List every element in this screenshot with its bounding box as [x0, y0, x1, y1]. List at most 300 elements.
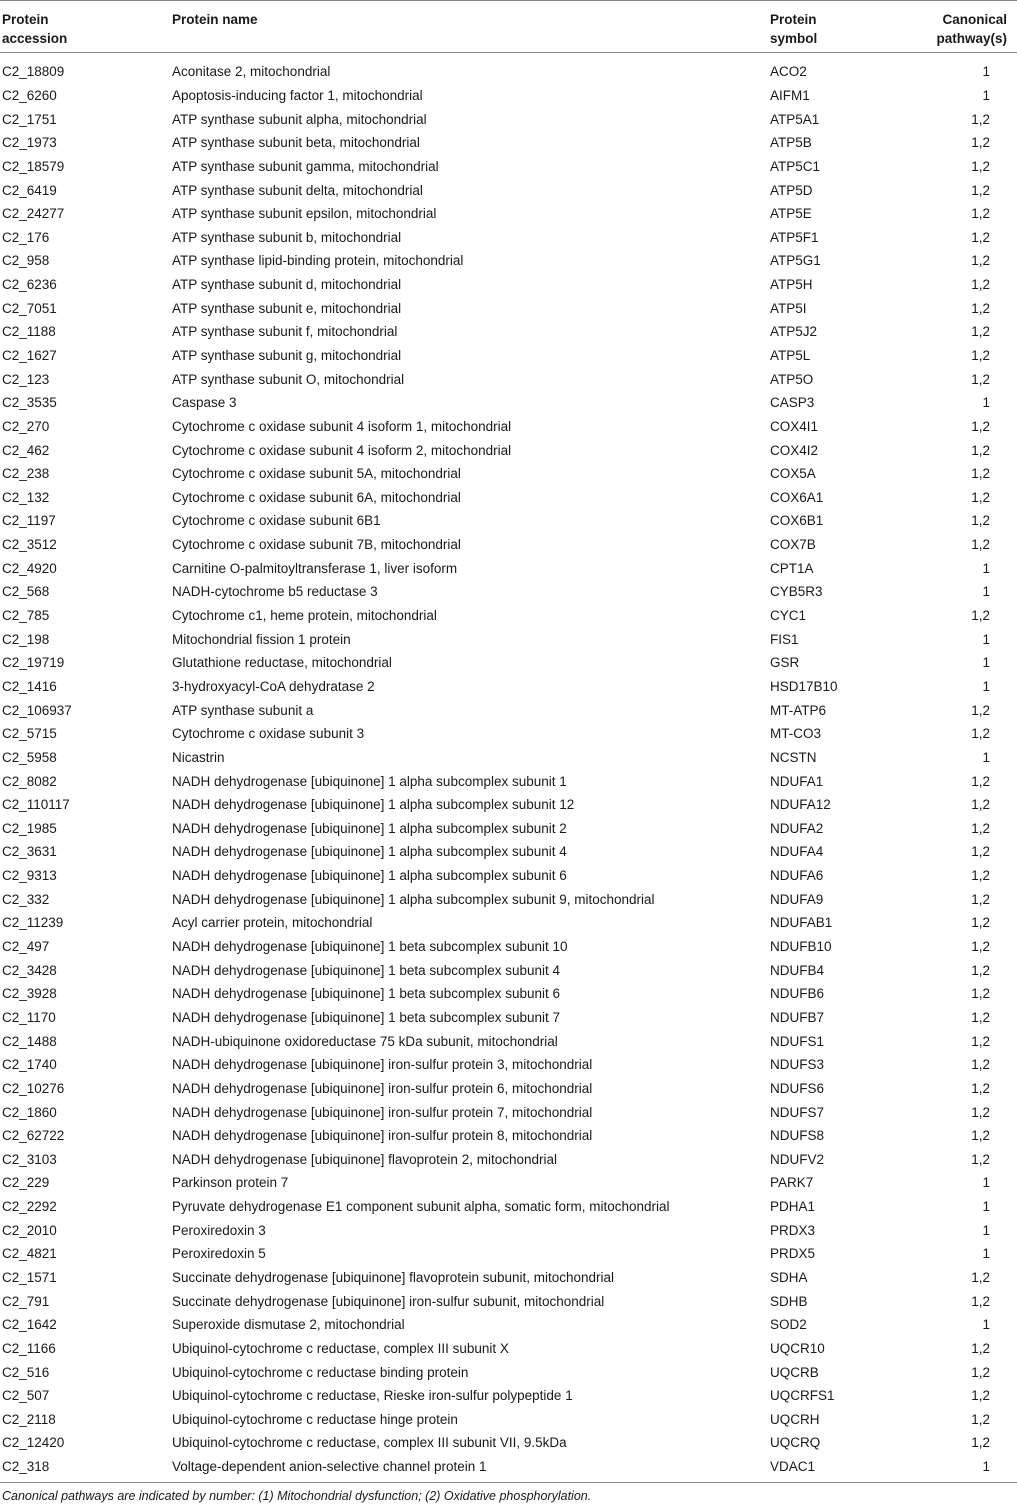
name-cell: Ubiquinol-cytochrome c reductase, complex III subunit X	[172, 1340, 509, 1356]
pathway-cell: 1	[982, 1246, 990, 1262]
pathway-cell: 1,2	[971, 1009, 990, 1025]
accession-cell: C2_3928	[2, 986, 57, 1002]
name-cell: Cytochrome c oxidase subunit 7B, mitochondrial	[172, 537, 461, 553]
pathway-cell: 1	[982, 1199, 990, 1215]
symbol-cell: GSR	[770, 655, 800, 671]
symbol-cell: UQCR10	[770, 1340, 825, 1356]
table-row	[0, 1077, 1017, 1101]
symbol-cell: NDUFA12	[770, 797, 831, 813]
table-row	[0, 509, 1017, 533]
name-cell: NADH-ubiquinone oxidoreductase 75 kDa subunit, mitochondrial	[172, 1033, 558, 1049]
symbol-cell: PDHA1	[770, 1199, 816, 1215]
pathway-cell: 1,2	[971, 1057, 990, 1073]
pathway-cell: 1,2	[971, 371, 990, 387]
accession-cell: C2_18579	[2, 158, 65, 174]
pathway-cell: 1	[982, 678, 990, 694]
name-cell: ATP synthase subunit epsilon, mitochondrial	[172, 206, 437, 222]
table-row	[0, 604, 1017, 628]
accession-cell: C2_568	[2, 584, 50, 600]
symbol-cell: NDUFS1	[770, 1033, 825, 1049]
accession-cell: C2_132	[2, 489, 50, 505]
header-symbol-line2: symbol	[770, 31, 818, 46]
symbol-cell: PARK7	[770, 1175, 814, 1191]
accession-cell: C2_791	[2, 1293, 50, 1309]
name-cell: Acyl carrier protein, mitochondrial	[172, 915, 373, 931]
symbol-cell: UQCRFS1	[770, 1388, 835, 1404]
symbol-cell: MT-ATP6	[770, 702, 827, 718]
symbol-cell: ATP5A1	[770, 111, 820, 127]
name-cell: Aconitase 2, mitochondrial	[172, 64, 331, 80]
symbol-cell: CPT1A	[770, 560, 814, 576]
pathway-cell: 1,2	[971, 1033, 990, 1049]
table-row	[0, 1408, 1017, 1432]
symbol-cell: SDHA	[770, 1269, 808, 1285]
name-cell: NADH dehydrogenase [ubiquinone] 1 alpha subcomplex subunit 12	[172, 797, 575, 813]
symbol-cell: NDUFAB1	[770, 915, 833, 931]
table-row	[0, 982, 1017, 1006]
name-cell: ATP synthase subunit O, mitochondrial	[172, 371, 405, 387]
accession-cell: C2_1166	[2, 1340, 56, 1356]
table-row	[0, 1053, 1017, 1077]
pathway-cell: 1,2	[971, 418, 990, 434]
pathway-cell: 1	[982, 395, 990, 411]
name-cell: ATP synthase subunit f, mitochondrial	[172, 324, 398, 340]
pathway-cell: 1,2	[971, 891, 990, 907]
symbol-cell: UQCRB	[770, 1364, 819, 1380]
table-row	[0, 249, 1017, 273]
accession-cell: C2_5958	[2, 749, 57, 765]
pathway-cell: 1,2	[971, 489, 990, 505]
pathway-cell: 1	[982, 1459, 990, 1475]
header-symbol-line1: Protein	[770, 12, 817, 27]
name-cell: Carnitine O-palmitoyltransferase 1, liver isoform	[172, 560, 458, 576]
table-row	[0, 202, 1017, 226]
table-row	[0, 817, 1017, 841]
accession-cell: C2_2292	[2, 1199, 57, 1215]
name-cell: NADH dehydrogenase [ubiquinone] 1 alpha subcomplex subunit 1	[172, 773, 567, 789]
accession-cell: C2_110117	[2, 797, 70, 813]
pathway-cell: 1,2	[971, 1411, 990, 1427]
name-cell: Cytochrome c oxidase subunit 3	[172, 726, 365, 742]
name-cell: Ubiquinol-cytochrome c reductase, complex III subunit VII, 9.5kDa	[172, 1435, 567, 1451]
name-cell: ATP synthase subunit delta, mitochondrial	[172, 182, 423, 198]
accession-cell: C2_332	[2, 891, 50, 907]
pathway-cell: 1,2	[971, 300, 990, 316]
symbol-cell: ATP5H	[770, 277, 813, 293]
symbol-cell: AIFM1	[770, 87, 810, 103]
symbol-cell: COX6B1	[770, 513, 824, 529]
pathway-cell: 1	[982, 1175, 990, 1191]
accession-cell: C2_4821	[2, 1246, 57, 1262]
header-accession	[0, 10, 172, 48]
pathway-cell: 1,2	[971, 111, 990, 127]
table-row	[0, 1337, 1017, 1361]
name-cell: Ubiquinol-cytochrome c reductase, Rieske iron-sulfur polypeptide 1	[172, 1388, 573, 1404]
table-row	[0, 722, 1017, 746]
symbol-cell: NDUFB4	[770, 962, 825, 978]
accession-cell: C2_3512	[2, 537, 57, 553]
table-row	[0, 769, 1017, 793]
symbol-cell: CASP3	[770, 395, 815, 411]
symbol-cell: ATP5F1	[770, 229, 819, 245]
header-accession-line2: accession	[2, 31, 68, 46]
accession-cell: C2_1416	[2, 678, 57, 694]
pathway-cell: 1,2	[971, 773, 990, 789]
table-row	[0, 651, 1017, 675]
table-row	[0, 273, 1017, 297]
pathway-cell: 1,2	[971, 608, 990, 624]
header-pathway	[910, 10, 1015, 48]
table-row	[0, 840, 1017, 864]
accession-cell: C2_958	[2, 253, 50, 269]
header-symbol	[770, 10, 910, 48]
table-row	[0, 1242, 1017, 1266]
accession-cell: C2_198	[2, 631, 50, 647]
table-row	[0, 344, 1017, 368]
header-pathway-line2: pathway(s)	[936, 31, 1007, 46]
symbol-cell: PRDX5	[770, 1246, 816, 1262]
name-cell: NADH-cytochrome b5 reductase 3	[172, 584, 378, 600]
accession-cell: C2_229	[2, 1175, 50, 1191]
symbol-cell: NDUFV2	[770, 1151, 825, 1167]
pathway-cell: 1,2	[971, 253, 990, 269]
pathway-cell: 1,2	[971, 206, 990, 222]
name-cell: NADH dehydrogenase [ubiquinone] 1 alpha subcomplex subunit 2	[172, 820, 567, 836]
symbol-cell: ATP5O	[770, 371, 814, 387]
table-row	[0, 1218, 1017, 1242]
symbol-cell: CYC1	[770, 608, 807, 624]
table-row	[0, 367, 1017, 391]
pathway-cell: 1,2	[971, 915, 990, 931]
pathway-cell: 1,2	[971, 1293, 990, 1309]
table-row	[0, 580, 1017, 604]
name-cell: Cytochrome c oxidase subunit 6B1	[172, 513, 381, 529]
accession-cell: C2_9313	[2, 868, 57, 884]
pathway-cell: 1,2	[971, 868, 990, 884]
symbol-cell: COX4I1	[770, 418, 819, 434]
table-row	[0, 935, 1017, 959]
accession-cell: C2_3535	[2, 395, 57, 411]
table-row	[0, 131, 1017, 155]
table-row	[0, 415, 1017, 439]
name-cell: ATP synthase subunit beta, mitochondrial	[172, 135, 420, 151]
name-cell: Cytochrome c oxidase subunit 4 isoform 1, mitochondrial	[172, 418, 512, 434]
name-cell: NADH dehydrogenase [ubiquinone] 1 alpha subcomplex subunit 9, mitochondrial	[172, 891, 655, 907]
table-row	[0, 1195, 1017, 1219]
symbol-cell: NDUFS6	[770, 1080, 825, 1096]
header-pathway-line1: Canonical	[942, 12, 1007, 27]
table-row	[0, 958, 1017, 982]
table-row	[0, 1147, 1017, 1171]
table-row	[0, 746, 1017, 770]
header-accession-line1: Protein	[2, 12, 49, 27]
symbol-cell: COX7B	[770, 537, 816, 553]
pathway-cell: 1,2	[971, 135, 990, 151]
name-cell: Cytochrome c oxidase subunit 5A, mitochondrial	[172, 466, 461, 482]
accession-cell: C2_507	[2, 1388, 50, 1404]
table-row	[0, 911, 1017, 935]
accession-cell: C2_1985	[2, 820, 57, 836]
symbol-cell: ATP5I	[770, 300, 807, 316]
accession-cell: C2_462	[2, 442, 50, 458]
pathway-cell: 1,2	[971, 1388, 990, 1404]
symbol-cell: NDUFA6	[770, 868, 824, 884]
accession-cell: C2_1488	[2, 1033, 57, 1049]
pathway-cell: 1,2	[971, 182, 990, 198]
symbol-cell: FIS1	[770, 631, 799, 647]
name-cell: ATP synthase subunit b, mitochondrial	[172, 229, 402, 245]
pathway-cell: 1,2	[971, 158, 990, 174]
accession-cell: C2_270	[2, 418, 50, 434]
name-cell: Parkinson protein 7	[172, 1175, 289, 1191]
accession-cell: C2_176	[2, 229, 50, 245]
accession-cell: C2_106937	[2, 702, 72, 718]
table-row	[0, 155, 1017, 179]
table-row	[0, 698, 1017, 722]
pathway-cell: 1	[982, 749, 990, 765]
table-row	[0, 887, 1017, 911]
name-cell: ATP synthase subunit e, mitochondrial	[172, 300, 402, 316]
table-row	[0, 1171, 1017, 1195]
pathway-cell: 1,2	[971, 962, 990, 978]
pathway-cell: 1,2	[971, 820, 990, 836]
accession-cell: C2_2010	[2, 1222, 57, 1238]
accession-cell: C2_3428	[2, 962, 57, 978]
accession-cell: C2_1188	[2, 324, 56, 340]
table-row	[0, 1313, 1017, 1337]
pathway-cell: 1,2	[971, 726, 990, 742]
accession-cell: C2_24277	[2, 206, 65, 222]
accession-cell: C2_516	[2, 1364, 50, 1380]
pathway-cell: 1,2	[971, 348, 990, 363]
pathway-cell: 1,2	[971, 1104, 990, 1120]
accession-cell: C2_1571	[2, 1269, 57, 1285]
table-row	[0, 296, 1017, 320]
symbol-cell: ATP5B	[770, 135, 812, 151]
footnote: Canonical pathways are indicated by number: (1) Mitochondrial dysfunction; (2) Oxidative phosphorylation.	[2, 1489, 592, 1504]
symbol-cell: ATP5D	[770, 182, 813, 198]
name-cell: NADH dehydrogenase [ubiquinone] flavoprotein 2, mitochondrial	[172, 1151, 557, 1167]
name-cell: NADH dehydrogenase [ubiquinone] 1 beta subcomplex subunit 4	[172, 962, 561, 978]
pathway-cell: 1	[982, 560, 990, 576]
name-cell: NADH dehydrogenase [ubiquinone] 1 beta subcomplex subunit 6	[172, 986, 561, 1002]
table-row	[0, 438, 1017, 462]
symbol-cell: ATP5G1	[770, 253, 821, 269]
table-row	[0, 1360, 1017, 1384]
accession-cell: C2_785	[2, 608, 50, 624]
symbol-cell: ACO2	[770, 64, 807, 80]
accession-cell: C2_497	[2, 939, 50, 955]
name-cell: NADH dehydrogenase [ubiquinone] iron-sulfur protein 7, mitochondrial	[172, 1104, 593, 1120]
table-row	[0, 864, 1017, 888]
symbol-cell: PRDX3	[770, 1222, 816, 1238]
name-cell: NADH dehydrogenase [ubiquinone] iron-sulfur protein 8, mitochondrial	[172, 1128, 593, 1144]
accession-cell: C2_6260	[2, 87, 57, 103]
pathway-cell: 1,2	[971, 229, 990, 245]
symbol-cell: NDUFB7	[770, 1009, 825, 1025]
pathway-cell: 1,2	[971, 277, 990, 293]
pathway-cell: 1,2	[971, 797, 990, 813]
table-row	[0, 1289, 1017, 1313]
symbol-cell: NDUFB6	[770, 986, 825, 1002]
accession-cell: C2_1627	[2, 348, 57, 363]
pathway-cell: 1	[982, 584, 990, 600]
name-cell: Caspase 3	[172, 395, 237, 411]
name-cell: Peroxiredoxin 3	[172, 1222, 266, 1238]
name-cell: NADH dehydrogenase [ubiquinone] 1 alpha subcomplex subunit 4	[172, 844, 567, 860]
table-row	[0, 320, 1017, 344]
symbol-cell: ATP5C1	[770, 158, 821, 174]
name-cell: Mitochondrial fission 1 protein	[172, 631, 351, 647]
pathway-cell: 1,2	[971, 986, 990, 1002]
pathway-cell: 1,2	[971, 324, 990, 340]
symbol-cell: VDAC1	[770, 1459, 816, 1475]
symbol-cell: NDUFB10	[770, 939, 832, 955]
pathway-cell: 1,2	[971, 1080, 990, 1096]
name-cell: Nicastrin	[172, 749, 225, 765]
pathway-cell: 1,2	[971, 513, 990, 529]
accession-cell: C2_1642	[2, 1317, 57, 1333]
accession-cell: C2_5715	[2, 726, 57, 742]
table-row	[0, 675, 1017, 699]
table-row	[0, 84, 1017, 108]
symbol-cell: SDHB	[770, 1293, 808, 1309]
name-cell: Ubiquinol-cytochrome c reductase binding protein	[172, 1364, 469, 1380]
pathway-cell: 1,2	[971, 1364, 990, 1380]
symbol-cell: ATP5L	[770, 348, 811, 363]
accession-cell: C2_3103	[2, 1151, 57, 1167]
pathway-cell: 1	[982, 655, 990, 671]
pathway-cell: 1	[982, 1317, 990, 1333]
accession-cell: C2_62722	[2, 1128, 65, 1144]
pathway-cell: 1,2	[971, 466, 990, 482]
name-cell: ATP synthase subunit gamma, mitochondrial	[172, 158, 439, 174]
pathway-cell: 1,2	[971, 939, 990, 955]
pathway-cell: 1	[982, 631, 990, 647]
pathway-cell: 1,2	[971, 1128, 990, 1144]
table-row	[0, 60, 1017, 84]
symbol-cell: ATP5E	[770, 206, 812, 222]
accession-cell: C2_1197	[2, 513, 56, 529]
table-row	[0, 1455, 1017, 1479]
accession-cell: C2_1740	[2, 1057, 57, 1073]
name-cell: Peroxiredoxin 5	[172, 1246, 266, 1262]
pathway-cell: 1	[982, 1222, 990, 1238]
name-cell: Voltage-dependent anion-selective channel protein 1	[172, 1459, 487, 1475]
table-row	[0, 627, 1017, 651]
pathway-cell: 1,2	[971, 1340, 990, 1356]
accession-cell: C2_1170	[2, 1009, 56, 1025]
table-body	[0, 53, 1017, 1483]
table-row	[0, 1384, 1017, 1408]
table-row	[0, 793, 1017, 817]
name-cell: ATP synthase subunit a	[172, 702, 314, 718]
table-row	[0, 1124, 1017, 1148]
accession-cell: C2_6419	[2, 182, 57, 198]
symbol-cell: COX4I2	[770, 442, 819, 458]
pathway-cell: 1	[982, 87, 990, 103]
accession-cell: C2_123	[2, 371, 50, 387]
name-cell: ATP synthase subunit g, mitochondrial	[172, 348, 402, 363]
accession-cell: C2_238	[2, 466, 50, 482]
symbol-cell: NDUFA4	[770, 844, 824, 860]
symbol-cell: COX5A	[770, 466, 816, 482]
symbol-cell: NDUFA9	[770, 891, 824, 907]
name-cell: 3-hydroxyacyl-CoA dehydratase 2	[172, 678, 375, 694]
table-row	[0, 1029, 1017, 1053]
table-row	[0, 533, 1017, 557]
symbol-cell: NCSTN	[770, 749, 817, 765]
table-row	[0, 178, 1017, 202]
symbol-cell: COX6A1	[770, 489, 824, 505]
pathway-cell: 1,2	[971, 1435, 990, 1451]
header-name: Protein name	[172, 12, 258, 27]
symbol-cell: NDUFA1	[770, 773, 824, 789]
accession-cell: C2_4920	[2, 560, 57, 576]
symbol-cell: MT-CO3	[770, 726, 822, 742]
symbol-cell: UQCRQ	[770, 1435, 821, 1451]
accession-cell: C2_19719	[2, 655, 65, 671]
symbol-cell: HSD17B10	[770, 678, 838, 694]
table-row	[0, 1006, 1017, 1030]
name-cell: ATP synthase subunit alpha, mitochondrial	[172, 111, 427, 127]
name-cell: ATP synthase subunit d, mitochondrial	[172, 277, 402, 293]
table-row	[0, 1266, 1017, 1290]
pathway-cell: 1,2	[971, 442, 990, 458]
accession-cell: C2_7051	[2, 300, 57, 316]
accession-cell: C2_12420	[2, 1435, 65, 1451]
accession-cell: C2_318	[2, 1459, 50, 1475]
accession-cell: C2_6236	[2, 277, 57, 293]
table-row	[0, 1431, 1017, 1455]
name-cell: Cytochrome c oxidase subunit 4 isoform 2, mitochondrial	[172, 442, 512, 458]
symbol-cell: NDUFS7	[770, 1104, 825, 1120]
symbol-cell: ATP5J2	[770, 324, 818, 340]
pathway-cell: 1	[982, 64, 990, 80]
accession-cell: C2_1751	[2, 111, 57, 127]
table-row	[0, 225, 1017, 249]
accession-cell: C2_10276	[2, 1080, 65, 1096]
name-cell: Cytochrome c oxidase subunit 6A, mitochondrial	[172, 489, 461, 505]
pathway-cell: 1,2	[971, 537, 990, 553]
name-cell: NADH dehydrogenase [ubiquinone] iron-sulfur protein 3, mitochondrial	[172, 1057, 593, 1073]
symbol-cell: NDUFS8	[770, 1128, 825, 1144]
accession-cell: C2_1973	[2, 135, 57, 151]
name-cell: Succinate dehydrogenase [ubiquinone] iron-sulfur subunit, mitochondrial	[172, 1293, 605, 1309]
accession-cell: C2_3631	[2, 844, 57, 860]
table-row	[0, 486, 1017, 510]
name-cell: Glutathione reductase, mitochondrial	[172, 655, 392, 671]
name-cell: NADH dehydrogenase [ubiquinone] 1 alpha subcomplex subunit 6	[172, 868, 567, 884]
table-row	[0, 556, 1017, 580]
symbol-cell: NDUFA2	[770, 820, 824, 836]
accession-cell: C2_18809	[2, 64, 65, 80]
accession-cell: C2_8082	[2, 773, 57, 789]
name-cell: NADH dehydrogenase [ubiquinone] iron-sulfur protein 6, mitochondrial	[172, 1080, 593, 1096]
name-cell: NADH dehydrogenase [ubiquinone] 1 beta subcomplex subunit 10	[172, 939, 568, 955]
name-cell: NADH dehydrogenase [ubiquinone] 1 beta subcomplex subunit 7	[172, 1009, 561, 1025]
name-cell: Cytochrome c1, heme protein, mitochondrial	[172, 608, 437, 624]
name-cell: Superoxide dismutase 2, mitochondrial	[172, 1317, 405, 1333]
table-row	[0, 1100, 1017, 1124]
name-cell: ATP synthase lipid-binding protein, mitochondrial	[172, 253, 464, 269]
accession-cell: C2_2118	[2, 1411, 56, 1427]
accession-cell: C2_11239	[2, 915, 64, 931]
header-row	[0, 1, 1017, 53]
symbol-cell: SOD2	[770, 1317, 807, 1333]
accession-cell: C2_1860	[2, 1104, 57, 1120]
pathway-cell: 1,2	[971, 702, 990, 718]
